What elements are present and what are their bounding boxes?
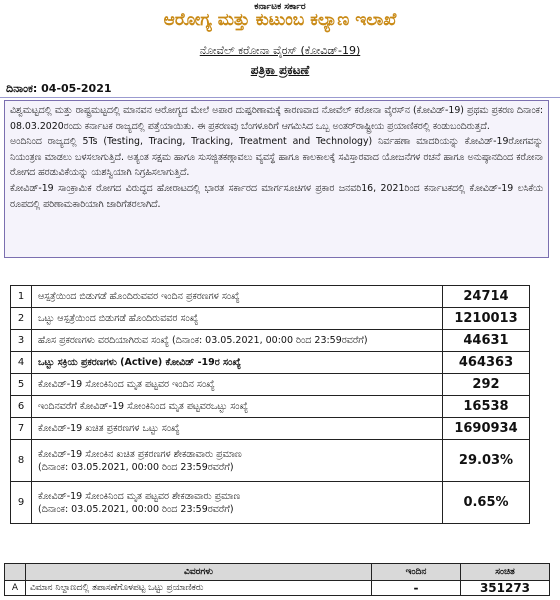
row-label-cell (32, 440, 443, 482)
table-row (11, 374, 530, 396)
screening-table (4, 563, 550, 596)
header-divider (0, 97, 560, 98)
row-label: ಇಂದಿನವರೆಗೆ ಕೋವಿಡ್-19 ಸೋಂಕಿನಿಂದ ಮೃತ ಪಟ್ಟವರಒಟ್ಟು ಸಂಖ್ಯೆ (32, 396, 443, 418)
summary-paragraph-3: ಕೋವಿಡ್-19 ಸಾಂಕ್ರಾಮಿಕ ರೋಗದ ವಿರುದ್ಧದ ಹೋರಾಟದಲ್ಲಿ ಭಾರತ ಸರ್ಕಾರದ ಮಾರ್ಗಸೂಚಿಗಳ ಪ್ರಕಾರ ಜನವರಿ16, 2021ರಿಂದ ಕರ್ನಾಟಕದಲ್ಲಿ ಕೋವಿಡ್-19 ಲಸಿಕೆಯ ರೂಪದಲ್ಲಿ ಪರಿಣಾಮಕಾರಿಯಾಗಿ ಜಾರಿಗೆತರಲಾಗಿದೆ. (10, 182, 543, 210)
bulletin-subtitle: ನೋವೆಲ್ ಕರೋನಾ ವೈರಸ್ (ಕೋವಿಡ್-19) (199, 44, 361, 57)
row-date-note: (ದಿನಾಂಕ: 03.05.2021, 00:00 ರಿಂದ 23:59ರವರೆಗೆ) (38, 503, 234, 515)
row-label: ಒಟ್ಟು ಸಕ್ರಿಯ ಪ್ರಕರಣಗಳು (Active) ಕೋವಿಡ್ -19ರ ಸಂಖ್ಯೆ (32, 352, 443, 374)
table-row (11, 286, 530, 308)
row-number: 7 (11, 418, 32, 440)
row-number: 9 (11, 482, 32, 524)
press-release-heading: ಪತ್ರಿಕಾ ಪ್ರಕಟಣೆ (250, 63, 310, 77)
table-row (5, 581, 550, 596)
row-label: ಕೋವಿಡ್-19 ಖಚಿತ ಪ್ರಕರಣಗಳ ಒಟ್ಟು ಸಂಖ್ಯೆ (32, 418, 443, 440)
row-today-value: - (372, 581, 461, 596)
row-number: 6 (11, 396, 32, 418)
row-value: 464363 (443, 352, 530, 374)
row-number: 3 (11, 330, 32, 352)
row-letter: A (5, 581, 26, 596)
summary-paragraph-1: ವಿಶ್ವಮಟ್ಟದಲ್ಲಿ ಮತ್ತು ರಾಷ್ಟ್ರಮಟ್ಟದಲ್ಲಿ ಮಾನವನ ಆರೋಗ್ಯದ ಮೇಲೆ ಅಪಾರ ದುಷ್ಪರಿಣಾಮಕ್ಕೆ ಕಾರಣವಾದ ನೋವೆಲ್ ಕರೋನಾ ವೈರಸ್‌ನ (ಕೋವಿಡ್-19) ಪ್ರಥಮ ಪ್ರಕರಣ ದಿನಾಂಕ: 08.03.2020ರಂದು ಕರ್ನಾಟಕ ರಾಜ್ಯದಲ್ಲಿ ಪತ್ತೆಯಾಯಿತು. ಈ ಪ್ರಕರಣವು ಬೆಂಗಳೂರಿಗೆ ಆಗಮಿಸಿದ ಒಬ್ಬ ಅಂತರ್‌ರಾಷ್ಟ್ರೀಯ ಪ್ರಯಾಣಿಕರಲ್ಲಿ ಕಂಡುಬಂದಿರುತ್ತದೆ. (10, 105, 543, 132)
column-header-today: ಇಂದಿನ (372, 564, 461, 581)
row-value: 44631 (443, 330, 530, 352)
blank-header (5, 564, 26, 581)
row-number: 5 (11, 374, 32, 396)
table-row (11, 440, 530, 482)
table-row (11, 396, 530, 418)
table-row (11, 352, 530, 374)
government-label: ಕರ್ನಾಟಕ ಸರ್ಕಾರ (254, 2, 306, 12)
bulletin-date: ದಿನಾಂಕ: 04-05-2021 (6, 82, 112, 95)
row-value: 1210013 (443, 308, 530, 330)
summary-box (4, 100, 549, 258)
table-row (11, 308, 530, 330)
row-label: ಕೋವಿಡ್-19 ಸೋಂಕಿನಿಂದ ಮೃತ ಪಟ್ಟವರ ಶೇಕಡಾವಾರು ಪ್ರಮಾಣ (38, 490, 241, 502)
row-number: 1 (11, 286, 32, 308)
row-label: ಹೊಸ ಪ್ರಕರಣಗಳು ವರದಿಯಾಗಿರುವ ಸಂಖ್ಯೆ (ದಿನಾಂಕ: 03.05.2021, 00:00 ರಿಂದ 23:59ರವರೆಗೆ) (32, 330, 443, 352)
row-label: ಒಟ್ಟು ಆಸ್ಪತ್ರೆಯಿಂದ ಬಿಡುಗಡೆ ಹೊಂದಿರುವವರ ಸಂಖ್ಯೆ (32, 308, 443, 330)
row-total-value: 351273 (461, 581, 550, 596)
table-row (11, 482, 530, 524)
summary-paragraph-2: ಅಂದಿನಿಂದ ರಾಜ್ಯದಲ್ಲಿ 5Ts (Testing, Tracing, Tracking, Treatment and Technology) ನಿರ್ವಹಣಾ ಮಾದರಿಯನ್ನು ಕೋವಿಡ್-19ರೋಗವನ್ನು ನಿಯಂತ್ರಣ ಮಾಡಲು ಬಳಸಲಾಗುತ್ತಿದೆ. ಅತ್ಯಂತ ಸಕ್ಷಮ ಹಾಗೂ ಸುಸಜ್ಜಿತಕಣ್ಗಾವಲು ವ್ಯವಸ್ಥೆ ಹಾಗೂ ಕಾಲಕಾಲಕ್ಕೆ ಸವಿಸ್ತಾರವಾದ ಯೋಜನೆಗಳ ರಚನೆ ಹಾಗೂ ಅನುಷ್ಠಾನದಿಂದ ಕರೋನಾ ರೋಗದ ಹರಡುವಿಕೆಯನ್ನು ಯಶಸ್ವಿಯಾಗಿ ನಿಗ್ರಹಿಸಲಾಗುತ್ತಿದೆ. (10, 136, 543, 179)
row-number: 2 (11, 308, 32, 330)
row-value: 16538 (443, 396, 530, 418)
statistics-table (10, 285, 530, 524)
table-row (11, 330, 530, 352)
row-label: ಆಸ್ಪತ್ರೆಯಿಂದ ಬಿಡುಗಡೆ ಹೊಂದಿರುವವರ ಇಂದಿನ ಪ್ರಕರಣಗಳ ಸಂಖ್ಯೆ (32, 286, 443, 308)
row-value: 1690934 (443, 418, 530, 440)
row-value: 0.65% (443, 482, 530, 524)
row-number: 4 (11, 352, 32, 374)
row-number: 8 (11, 440, 32, 482)
row-label: ಕೋವಿಡ್-19 ಸೋಂಕಿನಿಂದ ಮೃತ ಪಟ್ಟವರ ಇಂದಿನ ಸಂಖ್ಯೆ (32, 374, 443, 396)
column-header-total: ಸಂಚಿತ (461, 564, 550, 581)
column-header-details: ವಿವರಗಳು (26, 564, 372, 581)
table-row (11, 418, 530, 440)
row-value: 292 (443, 374, 530, 396)
row-label-cell (32, 482, 443, 524)
row-value: 24714 (443, 286, 530, 308)
row-label: ವಿಮಾನ ನಿಲ್ದಾಣದಲ್ಲಿ ತಪಾಸಣೆಗೊಳಪಟ್ಟ ಒಟ್ಟು ಪ್ರಯಾಣಿಕರು (26, 581, 372, 596)
row-label: ಕೋವಿಡ್-19 ಸೋಂಕಿನ ಖಚಿತ ಪ್ರಕರಣಗಳ ಶೇಕಡಾವಾರು ಪ್ರಮಾಣ (38, 448, 242, 460)
header-row (5, 564, 550, 581)
row-value: 29.03% (443, 440, 530, 482)
department-title: ಆರೋಗ್ಯ ಮತ್ತು ಕುಟುಂಬ ಕಲ್ಯಾಣ ಇಲಾಖೆ (163, 10, 397, 30)
row-date-note: (ದಿನಾಂಕ: 03.05.2021, 00:00 ರಿಂದ 23:59ರವರೆಗೆ) (38, 461, 234, 473)
